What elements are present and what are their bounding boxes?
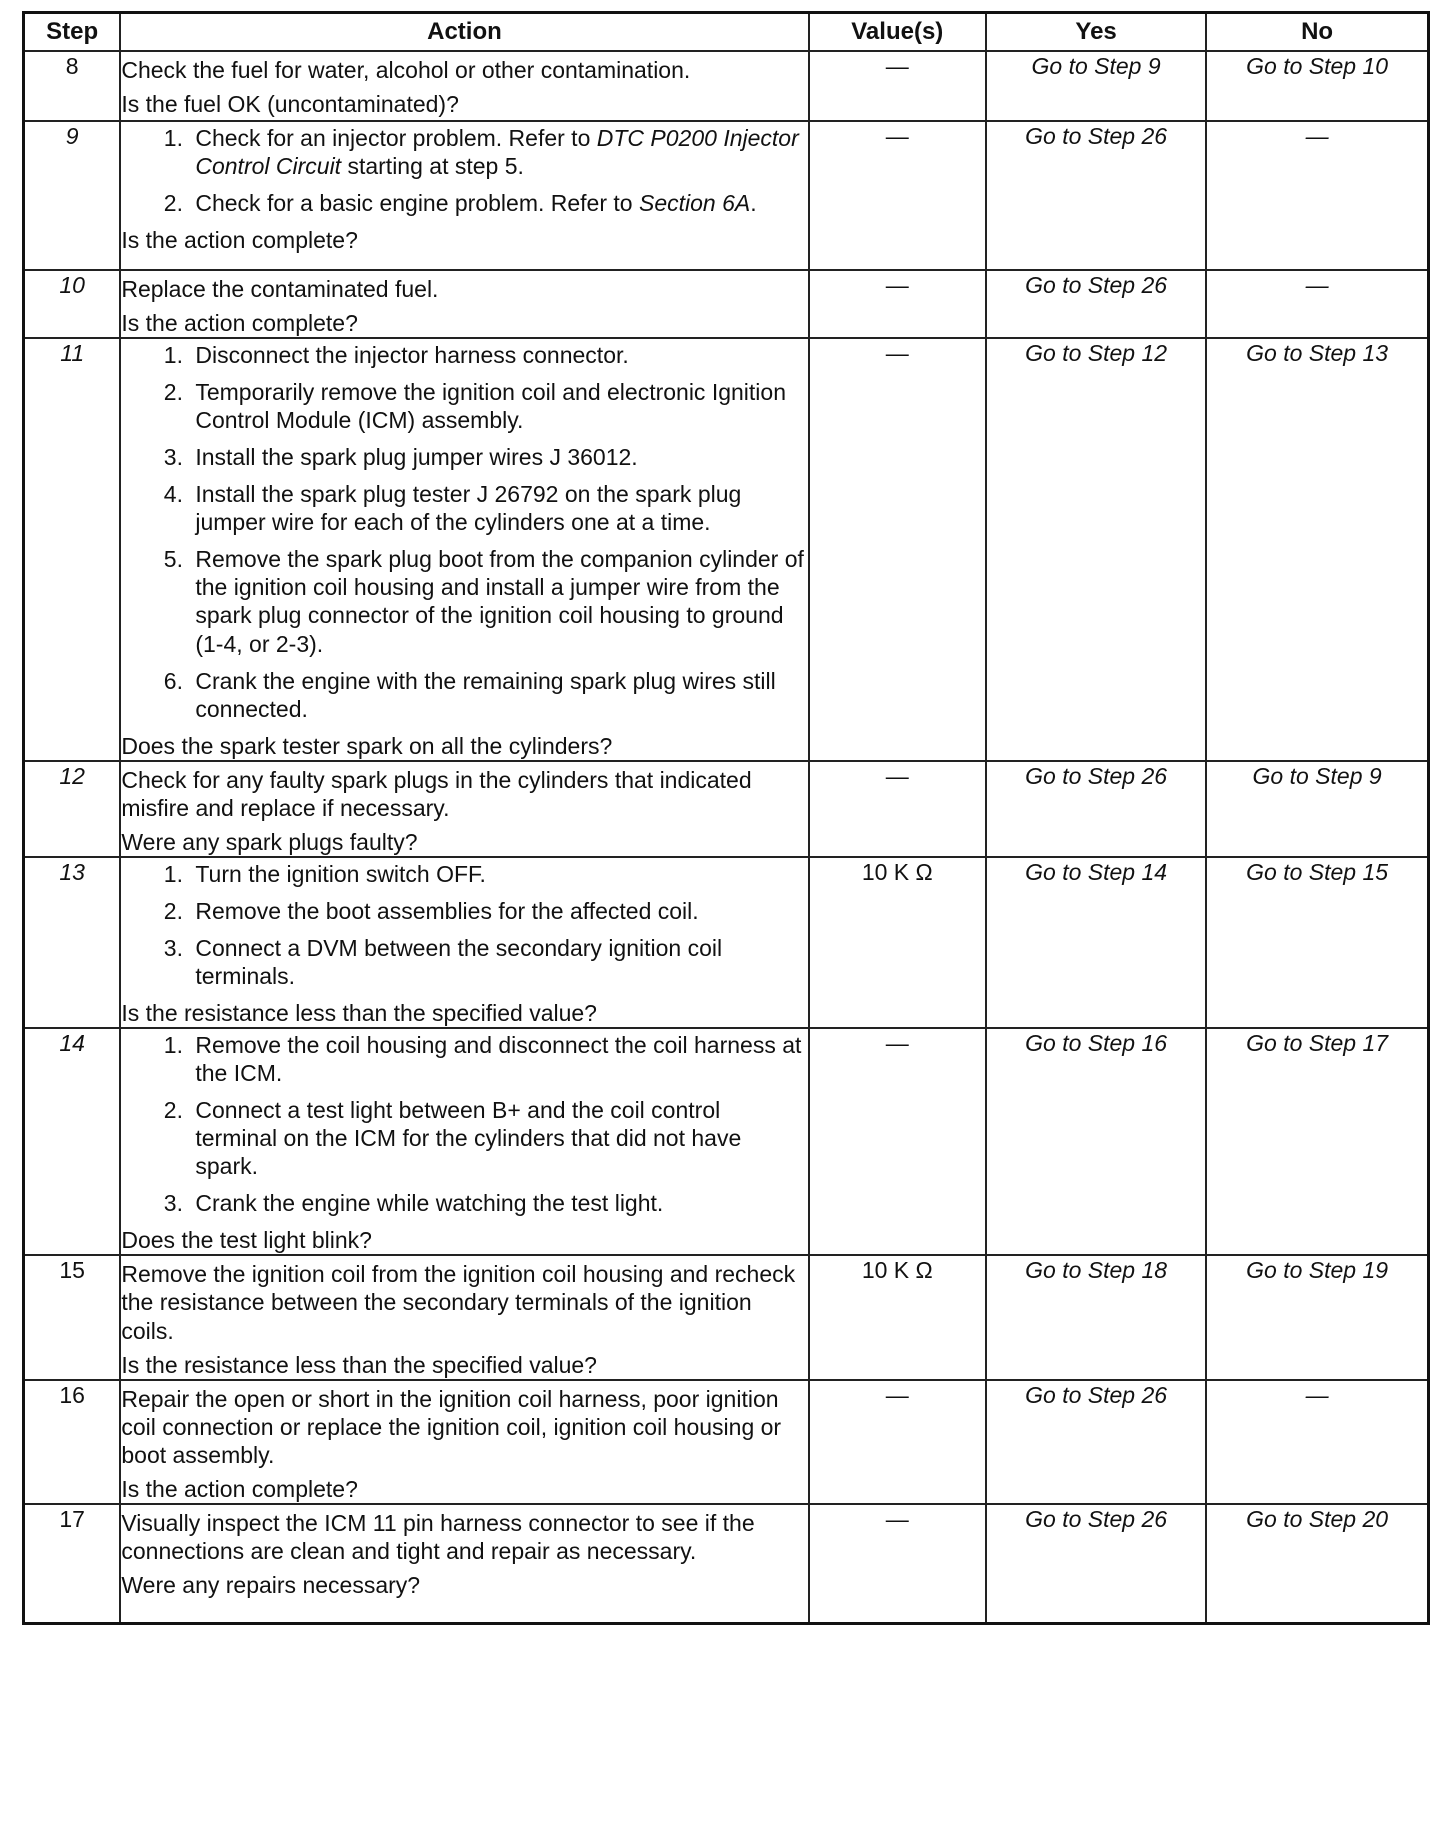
no-cell: — [1206, 1380, 1428, 1504]
question-text: Does the test light blink? [121, 1227, 372, 1254]
action-cell [120, 121, 808, 270]
header-yes: Yes [986, 13, 1206, 52]
step-number: 8 [24, 51, 121, 121]
header-action: Action [120, 13, 808, 52]
value-cell: — [809, 761, 986, 857]
procedure-step: 1. Turn the ignition switch OFF. [189, 860, 807, 888]
action-text: Visually inspect the ICM 11 pin harness connector to see if the connections are clean and tight and repair as necessary. [121, 1509, 755, 1564]
value-cell: 10 K Ω [809, 857, 986, 1028]
table-row [24, 121, 1429, 270]
table-row [24, 857, 1429, 1028]
action-text: Replace the contaminated fuel. [121, 276, 439, 302]
value-cell: — [809, 1504, 986, 1624]
question-text: Is the resistance less than the specified value? [121, 1351, 597, 1378]
procedure-steps [121, 860, 807, 990]
header-row [24, 13, 1429, 52]
header-values: Value(s) [809, 13, 986, 52]
procedure-step: 5. Remove the spark plug boot from the companion cylinder of the ignition coil housing and install a jumper wire from the spark plug connector of the ignition coil housing to ground (1-4, or 2-3). [189, 545, 807, 657]
procedure-step [189, 189, 807, 217]
action-cell [120, 51, 808, 121]
question-text: Is the action complete? [121, 227, 358, 254]
action-cell [120, 857, 808, 1028]
no-cell: Go to Step 13 [1206, 338, 1428, 761]
table-row [24, 1028, 1429, 1255]
yes-cell: Go to Step 16 [986, 1028, 1206, 1255]
step-text: Check for an injector problem. Refer to [195, 125, 597, 151]
yes-cell: Go to Step 26 [986, 761, 1206, 857]
value-cell: — [809, 270, 986, 338]
value-cell: 10 K Ω [809, 1255, 986, 1379]
procedure-step [189, 124, 807, 180]
no-cell: Go to Step 17 [1206, 1028, 1428, 1255]
procedure-step: 2. Remove the boot assemblies for the affected coil. [189, 897, 807, 925]
table-body [24, 51, 1429, 1624]
action-cell [120, 1380, 808, 1504]
action-cell [120, 761, 808, 857]
procedure-steps [121, 341, 807, 723]
step-number: 16 [24, 1380, 121, 1504]
procedure-step: 1. Disconnect the injector harness connector. [189, 341, 807, 369]
table-row [24, 1380, 1429, 1504]
procedure-step: 2. Connect a test light between B+ and the coil control terminal on the ICM for the cylinders that did not have spark. [189, 1096, 807, 1180]
question-text: Were any spark plugs faulty? [121, 828, 418, 855]
value-cell: — [809, 1028, 986, 1255]
no-cell: Go to Step 10 [1206, 51, 1428, 121]
procedure-steps [121, 1031, 807, 1217]
action-cell [120, 270, 808, 338]
no-cell: Go to Step 15 [1206, 857, 1428, 1028]
action-text: Remove the ignition coil from the ignition coil housing and recheck the resistance between the secondary terminals of the ignition coils. [121, 1261, 796, 1344]
no-cell: Go to Step 19 [1206, 1255, 1428, 1379]
action-cell [120, 1504, 808, 1624]
step-number: 17 [24, 1504, 121, 1624]
action-cell [120, 1028, 808, 1255]
step-text: starting at step 5. [341, 153, 524, 180]
table-row [24, 270, 1429, 338]
action-text: Check the fuel for water, alcohol or other contamination. [121, 57, 691, 83]
no-cell: Go to Step 20 [1206, 1504, 1428, 1624]
yes-cell: Go to Step 26 [986, 270, 1206, 338]
step-text: Check for a basic engine problem. Refer to [195, 190, 639, 217]
reference-link-text: DTC P0200 Injector Control Circuit [195, 125, 799, 180]
procedure-step: 2. Temporarily remove the ignition coil and electronic Ignition Control Module (ICM) assembly. [189, 378, 807, 434]
yes-cell: Go to Step 9 [986, 51, 1206, 121]
action-cell [120, 1255, 808, 1379]
procedure-step: 3. Install the spark plug jumper wires J 36012. [189, 443, 807, 471]
table-row [24, 51, 1429, 121]
step-number: 12 [24, 761, 121, 857]
table-row [24, 1255, 1429, 1379]
yes-cell: Go to Step 26 [986, 1380, 1206, 1504]
step-number: 9 [24, 121, 121, 270]
procedure-step: 1. Remove the coil housing and disconnect the coil harness at the ICM. [189, 1031, 807, 1087]
header-no: No [1206, 13, 1428, 52]
step-number: 14 [24, 1028, 121, 1255]
step-number: 11 [24, 338, 121, 761]
no-cell: — [1206, 270, 1428, 338]
no-cell: Go to Step 9 [1206, 761, 1428, 857]
step-number: 10 [24, 270, 121, 338]
question-text: Is the fuel OK (uncontaminated)? [121, 91, 459, 118]
procedure-step: 3. Crank the engine while watching the test light. [189, 1189, 807, 1217]
procedure-step: 4. Install the spark plug tester J 26792 on the spark plug jumper wire for each of the cylinders one at a time. [189, 480, 807, 536]
question-text: Is the action complete? [121, 310, 358, 337]
value-cell: — [809, 1380, 986, 1504]
step-number: 15 [24, 1255, 121, 1379]
value-cell: — [809, 338, 986, 761]
no-cell: — [1206, 121, 1428, 270]
procedure-step: 3. Connect a DVM between the secondary ignition coil terminals. [189, 934, 807, 990]
procedure-steps [121, 124, 807, 217]
action-text: Check for any faulty spark plugs in the cylinders that indicated misfire and replace if necessary. [121, 766, 752, 821]
step-text: . [750, 190, 757, 217]
step-number: 13 [24, 857, 121, 1028]
question-text: Is the action complete? [121, 1475, 358, 1502]
question-text: Is the resistance less than the specified value? [121, 1000, 597, 1027]
procedure-step: 6. Crank the engine with the remaining spark plug wires still connected. [189, 667, 807, 723]
header-step: Step [24, 13, 121, 52]
question-text: Were any repairs necessary? [121, 1571, 421, 1598]
yes-cell: Go to Step 18 [986, 1255, 1206, 1379]
question-text: Does the spark tester spark on all the cylinders? [121, 732, 613, 759]
yes-cell: Go to Step 26 [986, 1504, 1206, 1624]
value-cell: — [809, 121, 986, 270]
yes-cell: Go to Step 12 [986, 338, 1206, 761]
table-row [24, 761, 1429, 857]
action-text: Repair the open or short in the ignition coil harness, poor ignition coil connection or replace the ignition coil, ignition coil housing or boot assembly. [121, 1385, 782, 1468]
reference-link-text: Section 6A [638, 190, 751, 217]
table-row [24, 338, 1429, 761]
diagnostic-table [22, 11, 1430, 1625]
table-row [24, 1504, 1429, 1624]
action-cell [120, 338, 808, 761]
yes-cell: Go to Step 26 [986, 121, 1206, 270]
value-cell: — [809, 51, 986, 121]
yes-cell: Go to Step 14 [986, 857, 1206, 1028]
